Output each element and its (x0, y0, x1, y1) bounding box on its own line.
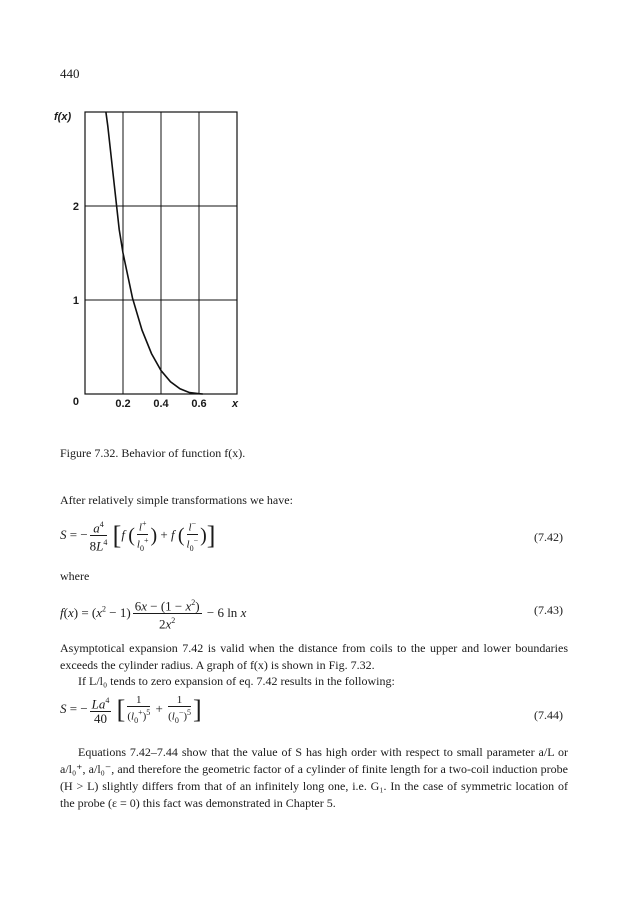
page-number: 440 (60, 66, 80, 81)
equation-number-7-42: (7.42) (534, 530, 563, 544)
x-tick-label: 0.2 (115, 398, 131, 410)
figure-chart (52, 100, 252, 420)
paragraph-asymptotic: Asymptotical expansion 7.42 is valid when the distance from coils to the upper and lower boundaries exceeds the cylinder radius. A graph of f(x) is shown in Fig. 7.32. (60, 641, 568, 672)
equation-7-43: $f(x) = (x^2 - 1)$ $\frac{6x - (1 - x^2)}{2x^2}$ − 6 ln x (60, 598, 247, 632)
equation-7-44: S = − $\frac{La^4}{40}$ [ $\frac{1}{(l_0^+)^5}$ + $\frac{1}{(l_0^-)^5}$ ] (60, 693, 202, 727)
x-tick-label: 0.4 (153, 398, 169, 410)
x-tick-label: 0.6 (191, 398, 207, 410)
equation-number-7-44: (7.44) (534, 708, 563, 722)
paragraph-conclusion: Equations 7.42–7.44 show that the value of S has high order with respect to small parameter a/L or a/l₀⁺, a/l₀⁻, and therefore the geometric factor of a cylinder of finite length for a two-coil induction probe (H > L) slightly differs from that of an infinitely long one, i.e. G₁. In the case of symmetric location of the probe (ε = 0) this fact was demonstrated in Chapter 5. (60, 745, 568, 810)
y-axis-label: f(x) (54, 111, 72, 123)
y-tick-label: 1 (72, 295, 79, 307)
paragraph-intro: After relatively simple transformations we have: (60, 493, 293, 507)
chart-grid (85, 112, 237, 394)
figure-caption: Figure 7.32. Behavior of function f(x). (60, 446, 246, 460)
y-tick-label: 0 (72, 396, 79, 408)
paragraph-limit: If L/l₀ tends to zero expansion of eq. 7.42 results in the following: (78, 674, 395, 688)
y-tick-label: 2 (72, 201, 79, 213)
series-line-fx (106, 112, 203, 394)
equation-number-7-43: (7.43) (534, 603, 563, 617)
paragraph-where: where (60, 569, 90, 583)
x-axis-label: x (232, 398, 239, 410)
equation-7-42: S = − $\frac{a^4}{8L^4}$ [f ( $\frac{l^+}{l_0^+}$ ) + f ( $\frac{l^-}{l_0^-}$ )] (60, 519, 216, 554)
